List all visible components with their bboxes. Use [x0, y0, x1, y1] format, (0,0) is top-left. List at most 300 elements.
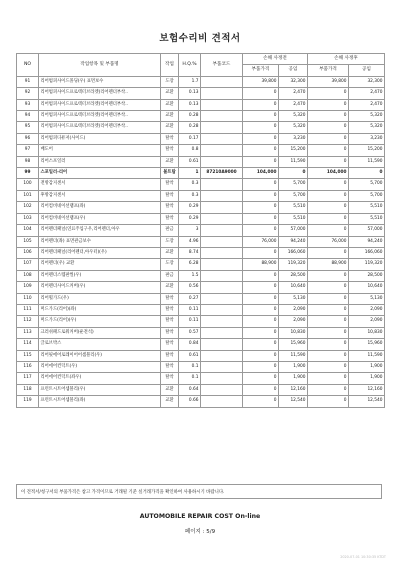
row-part-price-before: 0 [243, 99, 279, 110]
row-part-price-before: 0 [243, 384, 279, 395]
row-labor-before: 10,640 [279, 282, 308, 293]
row-work: 볼트탑 [161, 168, 179, 179]
row-labor-after: 12,160 [349, 384, 385, 395]
row-item: 리어범퍼사이드프로텍터브라켓(리어펜더부착.. [39, 111, 161, 122]
row-part-price-before: 0 [243, 350, 279, 361]
table-row [17, 156, 385, 167]
row-work: 도장 [161, 259, 179, 270]
row-part-price-before: 0 [243, 373, 279, 384]
row-part-code [201, 225, 243, 236]
row-hq: 0.57 [179, 327, 201, 338]
row-work: 도장 [161, 76, 179, 87]
header-part-code: 부품코드 [201, 54, 243, 77]
row-labor-before: 5,130 [279, 293, 308, 304]
header-no: NO [17, 54, 39, 77]
row-no: 92 [17, 88, 39, 99]
row-part-price-before: 76,000 [243, 236, 279, 247]
row-part-price-after: 0 [308, 373, 349, 384]
row-part-code [201, 282, 243, 293]
row-part-price-before: 0 [243, 396, 279, 407]
table-row [17, 350, 385, 361]
row-labor-before: 5,320 [279, 122, 308, 133]
row-work: 탈착 [161, 339, 179, 350]
row-work: 탈착 [161, 350, 179, 361]
row-part-code [201, 350, 243, 361]
row-part-price-before: 0 [243, 190, 279, 201]
row-labor-before: 15,200 [279, 145, 308, 156]
row-labor-before: 94,240 [279, 236, 308, 247]
row-labor-before: 166,060 [279, 247, 308, 258]
row-part-price-before: 0 [243, 88, 279, 99]
row-work: 탈착 [161, 316, 179, 327]
row-part-price-after: 0 [308, 282, 349, 293]
row-part-price-after: 104,000 [308, 168, 349, 179]
row-hq: 0.27 [179, 293, 201, 304]
row-work: 탈착 [161, 133, 179, 144]
row-labor-before: 5,700 [279, 190, 308, 201]
row-labor-before: 3,230 [279, 133, 308, 144]
row-part-code [201, 202, 243, 213]
row-labor-after: 57,000 [349, 225, 385, 236]
row-part-price-before: 39,800 [243, 76, 279, 87]
header-part-price-before: 부품가격 [243, 65, 279, 76]
row-no: 105 [17, 236, 39, 247]
row-part-price-before: 0 [243, 179, 279, 190]
row-item: 리어펜더스텝판씰(우) [39, 270, 161, 281]
row-part-code [201, 190, 243, 201]
row-work: 교환 [161, 247, 179, 258]
row-item: 머드가드(리어)(우) [39, 316, 161, 327]
row-work: 탈착 [161, 190, 179, 201]
row-work: 교환 [161, 384, 179, 395]
table-row [17, 213, 385, 224]
row-labor-after: 15,960 [349, 339, 385, 350]
row-no: 113 [17, 327, 39, 338]
header-labor-before: 공임 [279, 65, 308, 76]
row-part-price-after: 88,900 [308, 259, 349, 270]
row-item: 리어스포일러 [39, 156, 161, 167]
row-no: 97 [17, 145, 39, 156]
table-row [17, 396, 385, 407]
row-no: 98 [17, 156, 39, 167]
row-labor-before: 5,510 [279, 213, 308, 224]
row-work: 탈착 [161, 145, 179, 156]
row-no: 101 [17, 190, 39, 201]
table-row [17, 111, 385, 122]
row-part-code [201, 316, 243, 327]
row-no: 91 [17, 76, 39, 87]
row-part-price-before: 0 [243, 122, 279, 133]
row-no: 117 [17, 373, 39, 384]
row-labor-after: 5,700 [349, 179, 385, 190]
row-item: 리어범퍼사이드프로텍터브라켓(리어펜더부착.. [39, 88, 161, 99]
table-row [17, 133, 385, 144]
row-part-code [201, 339, 243, 350]
row-item: 리어펜더패널(리어펜더,아우터)(우) [39, 247, 161, 258]
row-no: 107 [17, 259, 39, 270]
row-no: 95 [17, 122, 39, 133]
row-labor-after: 15,200 [349, 145, 385, 156]
disclaimer-note: 이 견적서/청구서의 부품가격은 참고 가격이므로 거래될 기준 실거래가격을 확인하여 사용하시기 바랍니다. [16, 484, 382, 499]
row-part-price-before: 0 [243, 133, 279, 144]
row-item: 리어에어컨덕트(우) [39, 361, 161, 372]
row-labor-before: 57,000 [279, 225, 308, 236]
row-item: 프런트시트어셈블리(우) [39, 384, 161, 395]
row-part-price-after: 0 [308, 156, 349, 167]
row-part-price-after: 76,000 [308, 236, 349, 247]
row-labor-before: 5,700 [279, 179, 308, 190]
row-part-price-before: 0 [243, 225, 279, 236]
row-no: 112 [17, 316, 39, 327]
row-part-price-before: 0 [243, 361, 279, 372]
table-row [17, 88, 385, 99]
footer-title: AUTOMOBILE REPAIR COST On-line [139, 513, 261, 520]
row-part-code [201, 145, 243, 156]
row-part-price-after: 0 [308, 179, 349, 190]
row-item: 글로브박스 [39, 339, 161, 350]
row-labor-before: 5,320 [279, 111, 308, 122]
page-number: 페이지 : 5/9 [184, 529, 216, 535]
row-labor-before: 2,090 [279, 304, 308, 315]
header-labor-after: 공임 [349, 65, 385, 76]
row-work: 탈착 [161, 304, 179, 315]
row-hq: 0.1 [179, 373, 201, 384]
row-part-code [201, 213, 243, 224]
row-part-code [201, 396, 243, 407]
row-labor-before: 15,960 [279, 339, 308, 350]
row-part-price-before: 0 [243, 145, 279, 156]
table-row [17, 361, 385, 372]
row-part-price-before: 0 [243, 293, 279, 304]
table-row [17, 293, 385, 304]
row-hq: 1.7 [179, 76, 201, 87]
row-part-price-before: 0 [243, 270, 279, 281]
row-hq: 8.74 [179, 247, 201, 258]
row-part-price-after: 0 [308, 190, 349, 201]
row-part-price-after: 0 [308, 327, 349, 338]
row-part-price-after: 0 [308, 350, 349, 361]
row-hq: 0.8 [179, 145, 201, 156]
row-labor-after: 5,510 [349, 202, 385, 213]
row-hq: 0.61 [179, 350, 201, 361]
row-item: 리어범퍼디퓨저(사이드) [39, 133, 161, 144]
row-no: 118 [17, 384, 39, 395]
row-hq: 0.11 [179, 304, 201, 315]
row-no: 108 [17, 270, 39, 281]
table-row [17, 145, 385, 156]
row-part-price-before: 0 [243, 111, 279, 122]
row-no: 119 [17, 396, 39, 407]
row-item: 리어펜더패널(연료주입구우,리어펜더,아우 [39, 225, 161, 236]
row-labor-after: 28,500 [349, 270, 385, 281]
row-part-price-after: 0 [308, 202, 349, 213]
row-part-price-before: 0 [243, 316, 279, 327]
row-part-price-before: 0 [243, 247, 279, 258]
row-hq: 0.28 [179, 122, 201, 133]
row-hq: 0.64 [179, 384, 201, 395]
row-labor-before: 11,590 [279, 350, 308, 361]
row-part-price-before: 104,000 [243, 168, 279, 179]
row-part-price-before: 0 [243, 156, 279, 167]
row-item: 후방감지센서 [39, 190, 161, 201]
row-hq: 4.96 [179, 236, 201, 247]
table-row [17, 304, 385, 315]
row-labor-before: 2,470 [279, 99, 308, 110]
estimate-table [16, 53, 385, 408]
row-hq: 1 [179, 168, 201, 179]
row-item: 리어휠가드(우) [39, 293, 161, 304]
row-no: 96 [17, 133, 39, 144]
row-no: 103 [17, 213, 39, 224]
row-item: 리어펜더(좌) 표면관금보수 [39, 236, 161, 247]
row-part-price-after: 0 [308, 316, 349, 327]
table-row [17, 202, 385, 213]
row-part-code [201, 384, 243, 395]
table-row [17, 259, 385, 270]
row-part-code [201, 76, 243, 87]
row-part-code [201, 259, 243, 270]
row-part-price-after: 0 [308, 293, 349, 304]
row-labor-after: 2,090 [349, 316, 385, 327]
table-row [17, 225, 385, 236]
row-labor-after: 11,590 [349, 156, 385, 167]
row-part-price-after: 0 [308, 247, 349, 258]
table-row [17, 236, 385, 247]
table-row [17, 384, 385, 395]
row-part-price-after: 0 [308, 225, 349, 236]
row-labor-before: 10,830 [279, 327, 308, 338]
row-no: 104 [17, 225, 39, 236]
row-work: 탈착 [161, 327, 179, 338]
row-work: 판금 [161, 270, 179, 281]
row-part-price-after: 0 [308, 111, 349, 122]
row-work: 도장 [161, 236, 179, 247]
row-no: 110 [17, 293, 39, 304]
row-work: 교환 [161, 88, 179, 99]
row-item: 프런트시트어셈블리(좌) [39, 396, 161, 407]
row-no: 100 [17, 179, 39, 190]
row-part-price-after: 0 [308, 145, 349, 156]
row-hq: 0.3 [179, 179, 201, 190]
table-row [17, 76, 385, 87]
row-item: 리어컴비네이션램프(좌) [39, 202, 161, 213]
row-part-code [201, 293, 243, 304]
row-labor-before: 0 [279, 168, 308, 179]
header-hqs: H.Q.% [179, 54, 201, 77]
row-part-code [201, 247, 243, 258]
table-row [17, 316, 385, 327]
row-labor-after: 5,510 [349, 213, 385, 224]
row-item: 리어컴비네이션램프(우) [39, 213, 161, 224]
row-part-price-after: 0 [308, 270, 349, 281]
row-hq: 0.84 [179, 339, 201, 350]
header-item: 작업항목 및 부품명 [39, 54, 161, 77]
row-work: 교환 [161, 122, 179, 133]
row-item: 머드가드(리어)(좌) [39, 304, 161, 315]
row-labor-before: 11,590 [279, 156, 308, 167]
row-part-price-before: 0 [243, 339, 279, 350]
row-hq: 3 [179, 225, 201, 236]
table-row [17, 190, 385, 201]
header-work: 작업 [161, 54, 179, 77]
row-part-code [201, 156, 243, 167]
row-labor-after: 119,320 [349, 259, 385, 270]
row-part-price-after: 0 [308, 384, 349, 395]
row-part-code [201, 122, 243, 133]
row-part-code [201, 133, 243, 144]
row-labor-after: 2,470 [349, 88, 385, 99]
row-part-code [201, 270, 243, 281]
row-part-price-before: 0 [243, 327, 279, 338]
row-hq: 0.13 [179, 99, 201, 110]
row-part-price-after: 0 [308, 88, 349, 99]
row-labor-before: 12,160 [279, 384, 308, 395]
table-row [17, 373, 385, 384]
row-labor-after: 5,130 [349, 293, 385, 304]
row-part-price-before: 0 [243, 213, 279, 224]
table-row [17, 327, 385, 338]
row-labor-before: 1,900 [279, 361, 308, 372]
row-hq: 1.5 [179, 270, 201, 281]
row-labor-after: 32,300 [349, 76, 385, 87]
row-hq: 6.28 [179, 259, 201, 270]
row-labor-after: 2,090 [349, 304, 385, 315]
print-timestamp: 2020-07-01 10:30:35 KTDT [340, 555, 386, 559]
row-work: 교환 [161, 156, 179, 167]
row-labor-after: 166,060 [349, 247, 385, 258]
row-part-price-after: 39,800 [308, 76, 349, 87]
row-hq: 0.56 [179, 282, 201, 293]
row-no: 114 [17, 339, 39, 350]
row-work: 교환 [161, 282, 179, 293]
row-work: 탈착 [161, 293, 179, 304]
row-part-price-before: 0 [243, 202, 279, 213]
table-body [17, 76, 385, 407]
row-hq: 0.29 [179, 202, 201, 213]
row-hq: 0.3 [179, 190, 201, 201]
row-labor-before: 5,510 [279, 202, 308, 213]
table-row [17, 99, 385, 110]
row-labor-after: 5,320 [349, 122, 385, 133]
row-no: 111 [17, 304, 39, 315]
row-part-price-after: 0 [308, 396, 349, 407]
row-part-price-after: 0 [308, 361, 349, 372]
row-hq: 0.28 [179, 111, 201, 122]
row-labor-after: 0 [349, 168, 385, 179]
header-part-price-after: 부품가격 [308, 65, 349, 76]
row-item: 리어범퍼사이드몰딩(우) 표면보수 [39, 76, 161, 87]
row-no: 94 [17, 111, 39, 122]
row-item: 리어펜더사이드커버(우) [39, 282, 161, 293]
row-work: 탈착 [161, 213, 179, 224]
row-no: 106 [17, 247, 39, 258]
row-item: 크러쉬패드로워커버(운전석) [39, 327, 161, 338]
row-work: 탈착 [161, 202, 179, 213]
table-row [17, 179, 385, 190]
row-labor-after: 3,230 [349, 133, 385, 144]
row-hq: 0.1 [179, 361, 201, 372]
row-item: 리어범퍼사이드프로텍터브라켓(리어펜더부착.. [39, 99, 161, 110]
row-work: 교환 [161, 396, 179, 407]
row-labor-before: 32,300 [279, 76, 308, 87]
table-row [17, 247, 385, 258]
row-part-price-before: 0 [243, 304, 279, 315]
row-part-code [201, 304, 243, 315]
row-labor-after: 5,320 [349, 111, 385, 122]
row-part-price-after: 0 [308, 213, 349, 224]
row-part-price-after: 0 [308, 339, 349, 350]
row-work: 탈착 [161, 373, 179, 384]
row-part-code [201, 179, 243, 190]
row-work: 판금 [161, 225, 179, 236]
row-labor-before: 2,470 [279, 88, 308, 99]
row-part-code [201, 111, 243, 122]
row-item: 리어에어컨덕트(좌우) [39, 373, 161, 384]
row-labor-after: 5,700 [349, 190, 385, 201]
row-work: 탈착 [161, 179, 179, 190]
row-labor-after: 10,640 [349, 282, 385, 293]
table-row [17, 270, 385, 281]
row-labor-after: 10,830 [349, 327, 385, 338]
row-part-price-after: 0 [308, 304, 349, 315]
row-hq: 0.66 [179, 396, 201, 407]
row-no: 109 [17, 282, 39, 293]
row-labor-before: 28,500 [279, 270, 308, 281]
table-row [17, 168, 385, 179]
row-part-code [201, 99, 243, 110]
row-labor-before: 1,900 [279, 373, 308, 384]
row-part-price-after: 0 [308, 133, 349, 144]
table-row [17, 339, 385, 350]
row-part-code [201, 327, 243, 338]
row-work: 교환 [161, 99, 179, 110]
header-after-group: 손해 사정후 [308, 54, 385, 65]
row-labor-before: 2,090 [279, 316, 308, 327]
row-labor-before: 12,540 [279, 396, 308, 407]
row-part-code [201, 373, 243, 384]
row-item: 리어펜더(우) 교환 [39, 259, 161, 270]
row-part-price-after: 0 [308, 99, 349, 110]
row-no: 99 [17, 168, 39, 179]
header-before-group: 손해 사정전 [243, 54, 308, 65]
row-item: 전방감지센서 [39, 179, 161, 190]
row-labor-after: 94,240 [349, 236, 385, 247]
row-work: 탈착 [161, 361, 179, 372]
row-part-code: 87210A9000 [201, 168, 243, 179]
row-part-code [201, 88, 243, 99]
row-labor-after: 1,900 [349, 373, 385, 384]
row-part-price-before: 0 [243, 282, 279, 293]
row-no: 93 [17, 99, 39, 110]
row-labor-after: 11,590 [349, 350, 385, 361]
row-no: 116 [17, 361, 39, 372]
row-part-code [201, 361, 243, 372]
row-item: 리어핏에어로레이어어셈블리(우) [39, 350, 161, 361]
row-part-price-before: 88,900 [243, 259, 279, 270]
row-hq: 0.13 [179, 88, 201, 99]
row-labor-after: 12,540 [349, 396, 385, 407]
row-labor-before: 119,320 [279, 259, 308, 270]
row-labor-after: 1,900 [349, 361, 385, 372]
row-no: 115 [17, 350, 39, 361]
row-hq: 0.29 [179, 213, 201, 224]
row-item: 리어범퍼사이드프로텍터브라켓(리어펜더부착.. [39, 122, 161, 133]
row-no: 102 [17, 202, 39, 213]
row-hq: 0.11 [179, 316, 201, 327]
row-item: 배도어 [39, 145, 161, 156]
table-row [17, 122, 385, 133]
row-item: 스포일러-리어 [39, 168, 161, 179]
